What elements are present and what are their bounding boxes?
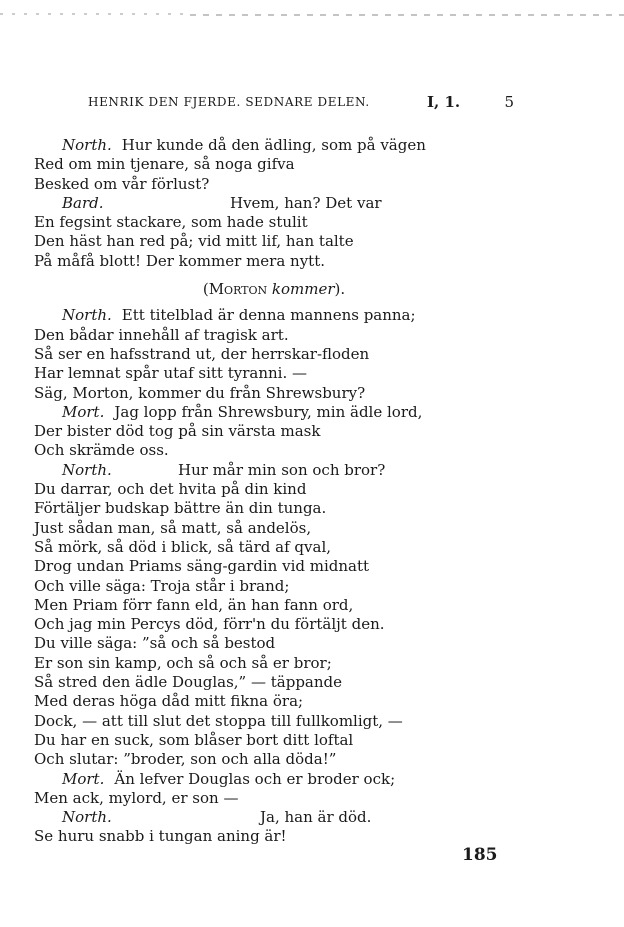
section-number: I, 1. [427, 93, 461, 111]
verse-line [34, 654, 474, 673]
speaker-name: North. [62, 306, 112, 325]
verse-text: Har lemnat spår utaf sitt tyranni. — [34, 364, 307, 383]
signature-number: 185 [462, 845, 498, 865]
verse-text: Red om min tjenare, så noga gifva [34, 155, 295, 174]
verse-line [34, 384, 474, 403]
verse-line [34, 789, 474, 808]
verse-text: Ja, han är död. [260, 808, 372, 827]
verse-text: Så stred den ädle Douglas,” — täppande [34, 673, 343, 692]
verse-line [34, 232, 474, 251]
verse-text: Med deras höga dåd mitt fikna öra; [34, 692, 304, 711]
verse-line [34, 403, 474, 422]
verse-text: Du ville säga: ”så och så bestod [34, 634, 276, 653]
speaker-name: North. [62, 808, 112, 827]
verse-text: Och jag min Percys död, förr'n du förtäljt den. [34, 615, 385, 634]
verse-line [34, 596, 474, 615]
verse-line [34, 750, 474, 769]
verse-line [34, 731, 474, 750]
verse-text: Så mörk, så död i blick, så tärd af qval, [34, 537, 332, 556]
verse-text: Just sådan man, så matt, så andelös, [34, 518, 312, 537]
verse-text: En fegsint stackare, som hade stulit [34, 213, 308, 232]
verse-text: Än lefver Douglas och er broder ock; [114, 769, 396, 788]
verse-text: Der bister död tog på sin värsta mask [34, 422, 321, 441]
verse-line [34, 461, 474, 480]
verse-line [34, 808, 474, 827]
verse-text: Besked om vår förlust? [34, 174, 210, 193]
verse-text: Drog undan Priams säng-gardin vid midnatt [34, 557, 370, 576]
speaker-name: Mort. [62, 769, 105, 788]
verse-body [34, 136, 474, 847]
verse-text: Så ser en hafsstrand ut, der herrskar-floden [34, 344, 370, 363]
verse-line [34, 155, 474, 174]
verse-line [34, 827, 474, 846]
verse-line [34, 577, 474, 596]
verse-line [34, 480, 474, 499]
speaker-name: North. [62, 136, 112, 154]
verse-text: Hvem, han? Det var [230, 193, 382, 212]
speaker-name: North. [62, 460, 112, 479]
verse-line [34, 175, 474, 194]
verse-text: Men Priam förr fann eld, än han fann ord, [34, 595, 354, 614]
verse-line [34, 306, 474, 325]
verse-line [34, 634, 474, 653]
verse-block-after-entrance [34, 306, 474, 846]
verse-line [34, 364, 474, 383]
verse-line [34, 692, 474, 711]
verse-text: Och slutar: ”broder, son och alla döda!” [34, 750, 337, 769]
verse-text: Dock, — att till slut det stoppa till fullkomligt, — [34, 711, 403, 730]
verse-line [34, 345, 474, 364]
verse-line [34, 326, 474, 345]
verse-line [34, 770, 474, 789]
verse-text: Jag lopp från Shrewsbury, min ädle lord, [114, 402, 423, 421]
running-title: HENRIK DEN FJERDE. SEDNARE DELEN. [88, 95, 370, 109]
verse-text: Ett titelblad är denna mannens panna; [121, 306, 416, 325]
verse-text: Och ville säga: Troja står i brand; [34, 576, 290, 595]
top-edge-rule [0, 12, 624, 18]
speaker-name: Mort. [62, 402, 105, 421]
verse-text: Du darrar, och det hvita på din kind [34, 480, 307, 499]
stage-direction-name: Morton [208, 280, 268, 299]
verse-text: Och skrämde oss. [34, 441, 169, 460]
verse-line [34, 213, 474, 232]
verse-line [34, 136, 474, 155]
verse-text: Hur kunde då den ädling, som på vägen [121, 136, 426, 154]
verse-line [34, 252, 474, 271]
verse-text: Säg, Morton, kommer du från Shrewsbury? [34, 383, 366, 402]
verse-text: Er son sin kamp, och så och så er bror; [34, 653, 332, 672]
verse-line [34, 673, 474, 692]
verse-text: Men ack, mylord, er son — [34, 788, 239, 807]
verse-text: Den bådar innehåll af tragisk art. [34, 325, 289, 344]
stage-direction-action: kommer [271, 280, 335, 299]
page-number: 5 [504, 93, 514, 111]
verse-text: Den häst han red på; vid mitt lif, han talte [34, 232, 354, 251]
verse-text: Du har en suck, som blåser bort ditt loftal [34, 730, 354, 749]
verse-text: Hur mår min son och bror? [178, 460, 386, 479]
verse-line [34, 519, 474, 538]
verse-line [34, 557, 474, 576]
speaker-name: Bard. [62, 193, 104, 212]
verse-line [34, 422, 474, 441]
verse-text: Förtäljer budskap bättre än din tunga. [34, 499, 327, 518]
verse-line [34, 441, 474, 460]
verse-line [34, 499, 474, 518]
stage-direction: (Morton kommer). [202, 280, 346, 299]
verse-line [34, 712, 474, 731]
verse-block-before-entrance [34, 136, 474, 271]
verse-line [34, 538, 474, 557]
verse-text: På måfå blott! Der kommer mera nytt. [34, 251, 326, 270]
verse-text: Se huru snabb i tungan aning är! [34, 827, 287, 846]
verse-line [34, 615, 474, 634]
verse-line [34, 194, 474, 213]
